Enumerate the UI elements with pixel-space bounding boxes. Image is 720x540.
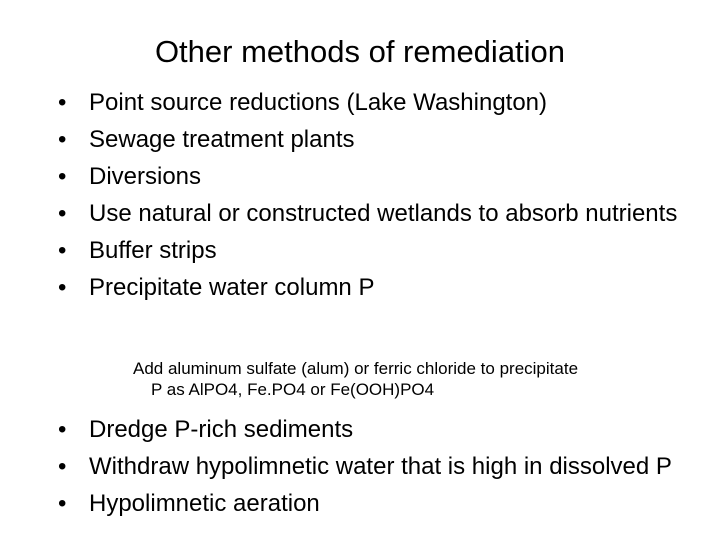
bullet-marker: • [58,237,67,264]
slide-title: Other methods of remediation [154,34,566,69]
bullet-marker: • [58,200,67,227]
bullet-marker: • [58,453,67,480]
bullet-text: Sewage treatment plants [89,126,355,153]
bullet-marker: • [58,89,67,116]
bullet-item [58,195,698,232]
bullet-text: Point source reductions (Lake Washington) [89,89,548,116]
bullet-marker: • [58,416,67,443]
sub-note-line: Add aluminum sulfate (alum) or ferric chloride to precipitate [133,359,579,378]
bullet-text: Withdraw hypolimnetic water that is high in dissolved P [89,453,672,480]
bullet-text: Buffer strips [89,237,217,264]
sub-note-line: P as AlPO4, Fe.PO4 or Fe(OOH)PO4 [151,380,435,399]
bullet-list-main [58,84,698,306]
bullet-item [58,232,698,269]
sub-note [133,358,693,400]
bullet-item [58,269,698,306]
bullet-marker: • [58,274,67,301]
bullet-marker: • [58,126,67,153]
bullet-list-secondary [58,411,698,522]
bullet-item [58,121,698,158]
bullet-item [58,158,698,195]
bullet-text: Diversions [89,163,202,190]
bullet-text: Precipitate water column P [89,274,375,301]
bullet-text: Hypolimnetic aeration [89,490,320,517]
bullet-item [58,84,698,121]
bullet-item [58,485,698,522]
bullet-marker: • [58,490,67,517]
bullet-item [58,448,698,485]
bullet-text: Dredge P-rich sediments [89,416,354,443]
bullet-text: Use natural or constructed wetlands to absorb nutrients [89,200,678,227]
bullet-marker: • [58,163,67,190]
bullet-item [58,411,698,448]
